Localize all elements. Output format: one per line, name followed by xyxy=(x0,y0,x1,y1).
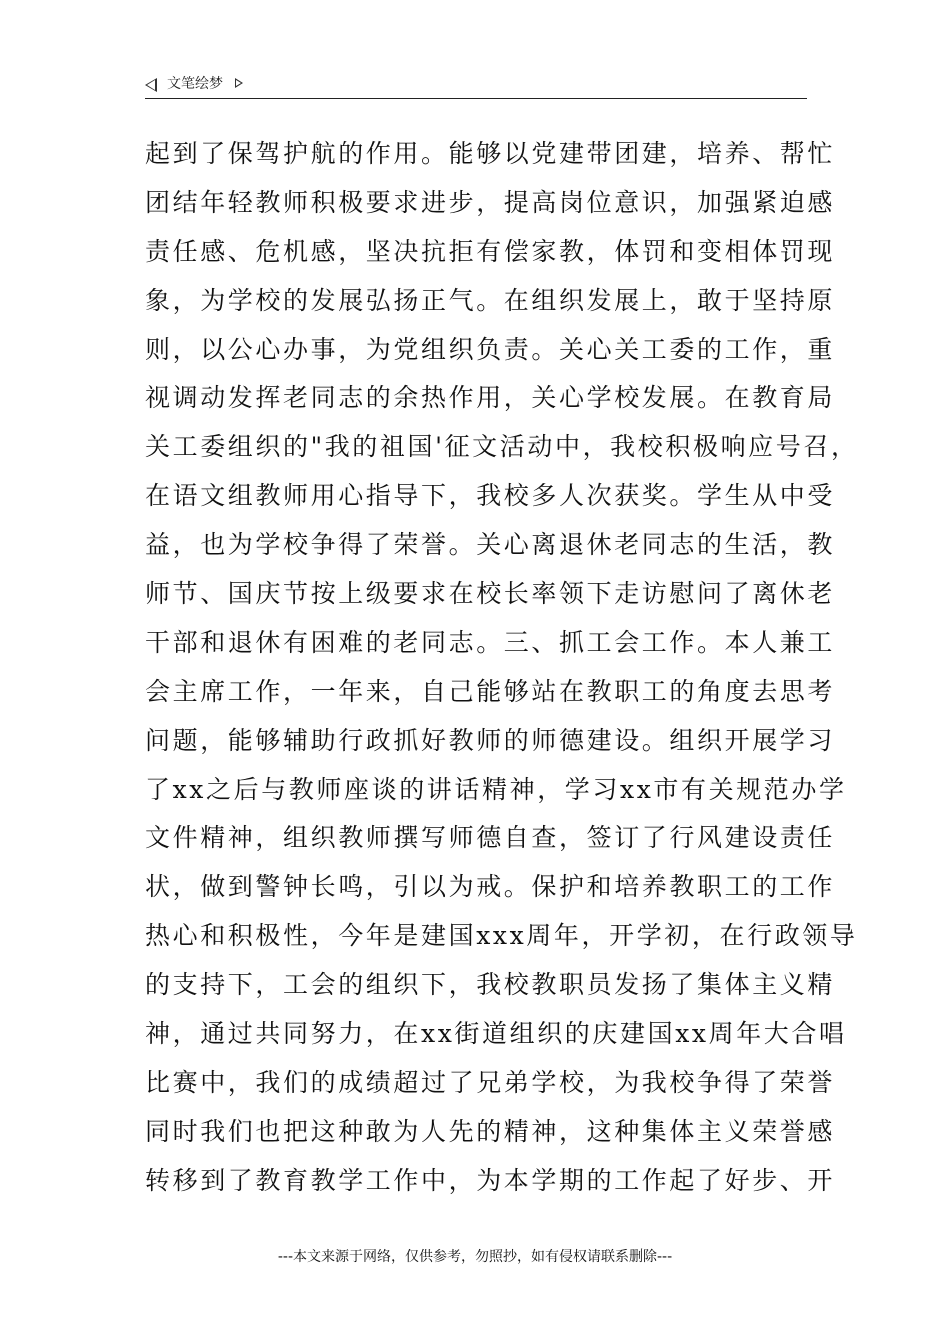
text-line: 文件精神，组织教师撰写师德自查，签订了行风建设责任 xyxy=(145,823,836,853)
header-brand: 文笔绘梦 xyxy=(167,76,223,92)
footer-disclaimer: ---本文来源于网络，仅供参考，勿照抄，如有侵权请联系删除--- xyxy=(277,1249,673,1265)
text-line: 比赛中，我们的成绩超过了兄弟学校，为我校争得了荣誉 xyxy=(145,1067,836,1097)
text-line: 的支持下，工会的组织下，我校教职员发扬了集体主义精 xyxy=(145,970,836,1000)
text-line: 问题，能够辅助行政抓好教师的师德建设。组织开展学习 xyxy=(145,725,836,755)
text-line: 益，也为学校争得了荣誉。关心离退休老同志的生活，教 xyxy=(145,530,836,560)
text-line: 师节、国庆节按上级要求在校长率领下走访慰问了离休老 xyxy=(145,579,836,609)
text-line: 视调动发挥老同志的余热作用，关心学校发展。在教育局 xyxy=(145,383,836,413)
text-line: 神，通过共同努力，在xx街道组织的庆建国xx周年大合唱 xyxy=(145,1019,847,1049)
page-header xyxy=(145,72,807,99)
text-line: 责任感、危机感，坚决抗拒有偿家教，体罚和变相体罚现 xyxy=(145,236,836,266)
text-line: 起到了保驾护航的作用。能够以党建带团建，培养、帮忙 xyxy=(145,139,836,168)
text-line: 关工委组织的"我的祖国'征文活动中，我校积极响应号召， xyxy=(145,432,859,462)
text-line: 转移到了教育教学工作中，为本学期的工作起了好步、开 xyxy=(145,1165,836,1195)
text-line: 在语文组教师用心指导下，我校多人次获奖。学生从中受 xyxy=(145,481,836,511)
text-line: 干部和退休有困难的老同志。三、抓工会工作。本人兼工 xyxy=(145,627,836,657)
text-line: 了xx之后与教师座谈的讲话精神，学习xx市有关规范办学 xyxy=(145,774,847,804)
text-line: 象，为学校的发展弘扬正气。在组织发展上，敢于坚持原 xyxy=(145,285,836,315)
text-line: 热心和积极性，今年是建国xxx周年，开学初，在行政领导 xyxy=(145,921,858,951)
text-line: 则，以公心办事，为党组织负责。关心关工委的工作，重 xyxy=(145,334,836,364)
document-body xyxy=(145,130,859,1206)
triangle-right-icon xyxy=(235,78,243,88)
text-line: 团结年轻教师积极要求进步，提高岗位意识，加强紧迫感 xyxy=(145,187,836,217)
text-line: 同时我们也把这种敢为人先的精神，这种集体主义荣誉感 xyxy=(145,1116,836,1146)
text-line: 状，做到警钟长鸣，引以为戒。保护和培养教职工的工作 xyxy=(145,872,836,902)
triangle-left-icon xyxy=(145,78,157,92)
text-line: 会主席工作，一年来，自己能够站在教职工的角度去思考 xyxy=(145,676,836,706)
